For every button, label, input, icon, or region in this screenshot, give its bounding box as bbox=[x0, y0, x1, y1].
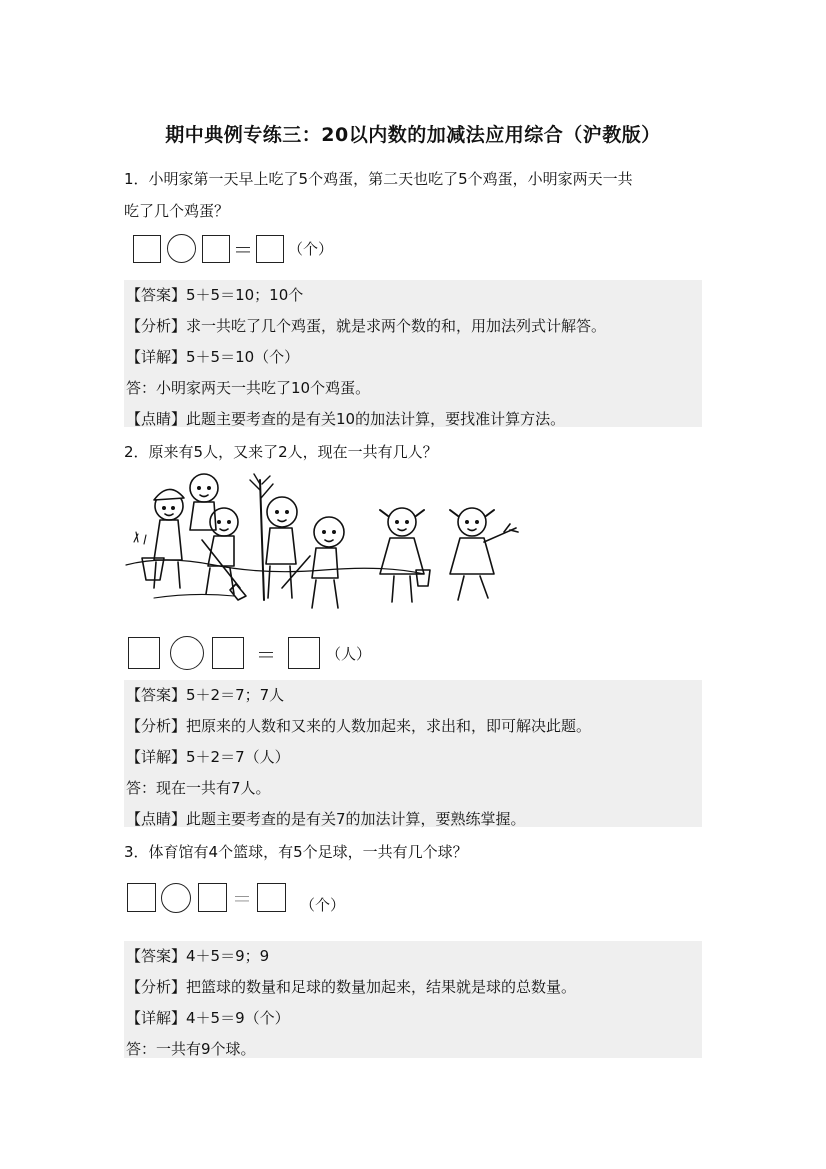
question-3 bbox=[124, 836, 704, 868]
solution-1-detail: 【详解】5＋5＝10（个） bbox=[126, 348, 300, 366]
solution-1-reply: 答：小明家两天一共吃了10个鸡蛋。 bbox=[126, 379, 371, 397]
equation-3-circle bbox=[161, 883, 191, 913]
equation-2-unit: （人） bbox=[326, 644, 372, 663]
solution-2-detail: 【详解】5＋2＝7（人） bbox=[126, 748, 290, 766]
solution-2-reply: 答：现在一共有7人。 bbox=[126, 779, 271, 797]
equation-2-equals: ＝ bbox=[256, 642, 276, 667]
equation-3-result-box bbox=[257, 883, 286, 912]
question-1 bbox=[124, 163, 704, 227]
equation-1-box-2 bbox=[202, 235, 230, 263]
equation-3 bbox=[127, 880, 345, 915]
equation-2-circle bbox=[170, 636, 204, 670]
question-2-line-1: 2．原来有5人，又来了2人，现在一共有几人？ bbox=[124, 443, 438, 461]
solution-2-analysis: 【分析】把原来的人数和又来的人数加起来，求出和，即可解决此题。 bbox=[126, 717, 592, 735]
solution-1 bbox=[124, 280, 702, 427]
solution-3-reply: 答：一共有9个球。 bbox=[126, 1040, 256, 1058]
solution-3-analysis: 【分析】把篮球的数量和足球的数量加起来，结果就是球的总数量。 bbox=[126, 978, 577, 996]
equation-3-box-2 bbox=[198, 883, 227, 912]
equation-1-unit: （个） bbox=[288, 240, 334, 258]
solution-2-answer: 【答案】5＋2＝7；7人 bbox=[126, 686, 285, 704]
solution-3 bbox=[124, 941, 702, 1058]
equation-2-box-2 bbox=[212, 637, 244, 669]
solution-3-detail: 【详解】4＋5＝9（个） bbox=[126, 1009, 290, 1027]
solution-3-answer: 【答案】4＋5＝9；9 bbox=[126, 947, 270, 965]
equation-3-unit: （个） bbox=[300, 896, 346, 914]
equation-1-equals: ＝ bbox=[233, 238, 253, 262]
solution-2 bbox=[124, 680, 702, 827]
solution-2-comment: 【点睛】此题主要考查的是有关7的加法计算，要熟练掌握。 bbox=[126, 810, 526, 828]
equation-1-box-1 bbox=[133, 235, 161, 263]
question-1-line-1: 1．小明家第一天早上吃了5个鸡蛋，第二天也吃了5个鸡蛋，小明家两天一共 bbox=[124, 170, 633, 188]
children-planting-tree-illustration bbox=[124, 470, 524, 610]
equation-1-circle bbox=[167, 234, 196, 263]
equation-2-box-1 bbox=[128, 637, 160, 669]
solution-1-comment: 【点睛】此题主要考查的是有关10的加法计算，要找准计算方法。 bbox=[126, 410, 566, 428]
solution-1-answer: 【答案】5＋5＝10；10个 bbox=[126, 286, 304, 304]
solution-1-analysis: 【分析】求一共吃了几个鸡蛋，就是求两个数的和，用加法列式计解答。 bbox=[126, 317, 607, 335]
equation-1 bbox=[133, 234, 333, 263]
equation-2 bbox=[128, 636, 371, 670]
equation-3-equals: ＝ bbox=[232, 887, 252, 911]
question-2 bbox=[124, 436, 704, 468]
equation-1-result-box bbox=[256, 235, 284, 263]
equation-2-result-box bbox=[288, 637, 320, 669]
page-title: 期中典例专练三：20以内数的加减法应用综合（沪教版） bbox=[165, 124, 661, 146]
question-3-line-1: 3．体育馆有4个篮球，有5个足球，一共有几个球？ bbox=[124, 843, 468, 861]
question-1-line-2: 吃了几个鸡蛋？ bbox=[124, 202, 230, 220]
equation-3-box-1 bbox=[127, 883, 156, 912]
